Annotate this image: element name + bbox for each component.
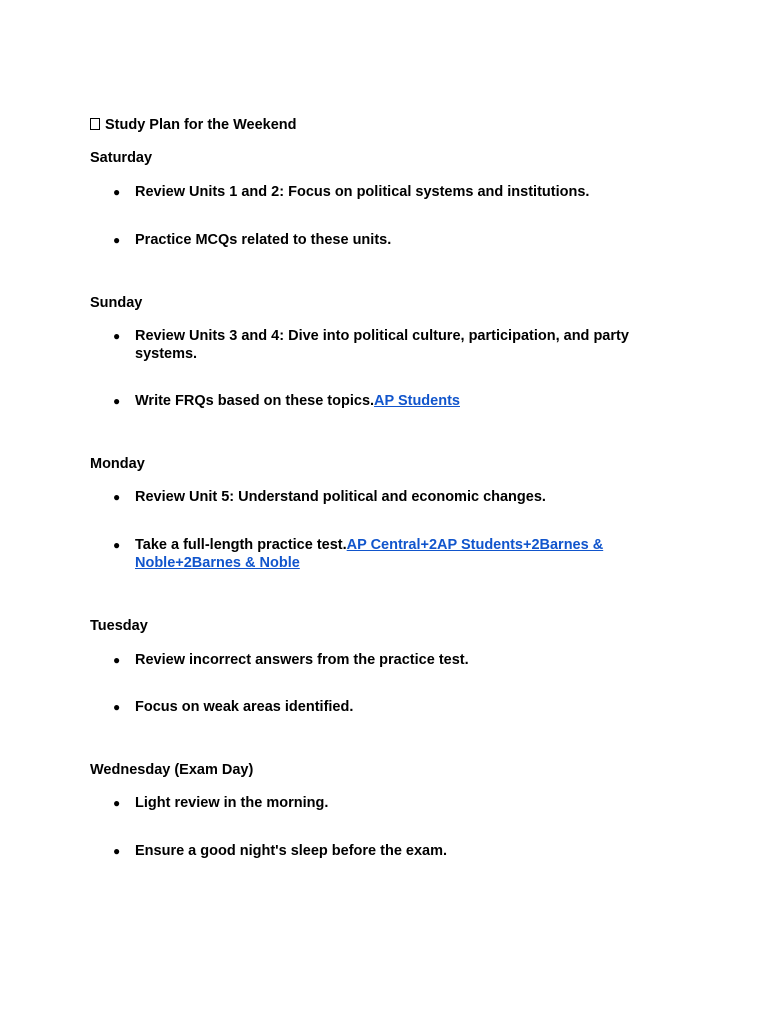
list-item [113, 794, 653, 812]
bullet-icon: ● [113, 796, 121, 810]
list-item-text: Ensure a good night's sleep before the exam. [135, 843, 448, 859]
bullet-icon: ● [113, 394, 121, 408]
section-heading-sunday: Sunday [90, 295, 143, 311]
list-item-text: Review incorrect answers from the practice test. [135, 652, 469, 668]
source-link[interactable]: AP Students [374, 393, 460, 409]
bullet-icon: ● [113, 490, 121, 504]
bullet-icon: ● [113, 700, 121, 714]
section-heading-saturday: Saturday [90, 150, 153, 166]
list-item-content [135, 392, 653, 410]
page-title-text: Study Plan for the Weekend [105, 117, 297, 133]
section-heading-tuesday: Tuesday [90, 618, 148, 634]
list-item-content [135, 536, 633, 572]
list-item-text: Focus on weak areas identified. [135, 699, 354, 715]
list-item [113, 231, 653, 249]
list-item [113, 842, 653, 860]
bullet-icon: ● [113, 329, 121, 343]
bullet-icon: ● [113, 844, 121, 858]
list-item [113, 698, 653, 716]
list-item-text: Write FRQs based on these topics. [135, 393, 375, 409]
list-item-text: Practice MCQs related to these units. [135, 232, 392, 248]
list-item-text: Review Unit 5: Understand political and economic changes. [135, 489, 546, 505]
list-item [113, 392, 653, 410]
list-item [113, 327, 653, 363]
bullet-icon: ● [113, 233, 121, 247]
bullet-icon: ● [113, 653, 121, 667]
missing-glyph-icon [90, 118, 100, 130]
section-heading-monday: Monday [90, 456, 145, 472]
list-item-text: Review Units 1 and 2: Focus on political systems and institutions. [135, 184, 590, 200]
bullet-icon: ● [113, 185, 121, 199]
source-link[interactable]: AP Central+2AP Students+2Barnes & Noble+2Barnes & Noble [135, 537, 604, 571]
list-item [113, 183, 653, 201]
page-title [90, 116, 297, 134]
list-item-text: Light review in the morning. [135, 795, 329, 811]
bullet-icon: ● [113, 538, 121, 552]
list-item [113, 536, 633, 572]
list-item [113, 651, 653, 669]
list-item-text: Review Units 3 and 4: Dive into political culture, participation, and party systems. [135, 328, 629, 362]
list-item [113, 488, 653, 506]
list-item-text: Take a full-length practice test. [135, 537, 347, 553]
section-heading-wednesday: Wednesday (Exam Day) [90, 762, 254, 778]
